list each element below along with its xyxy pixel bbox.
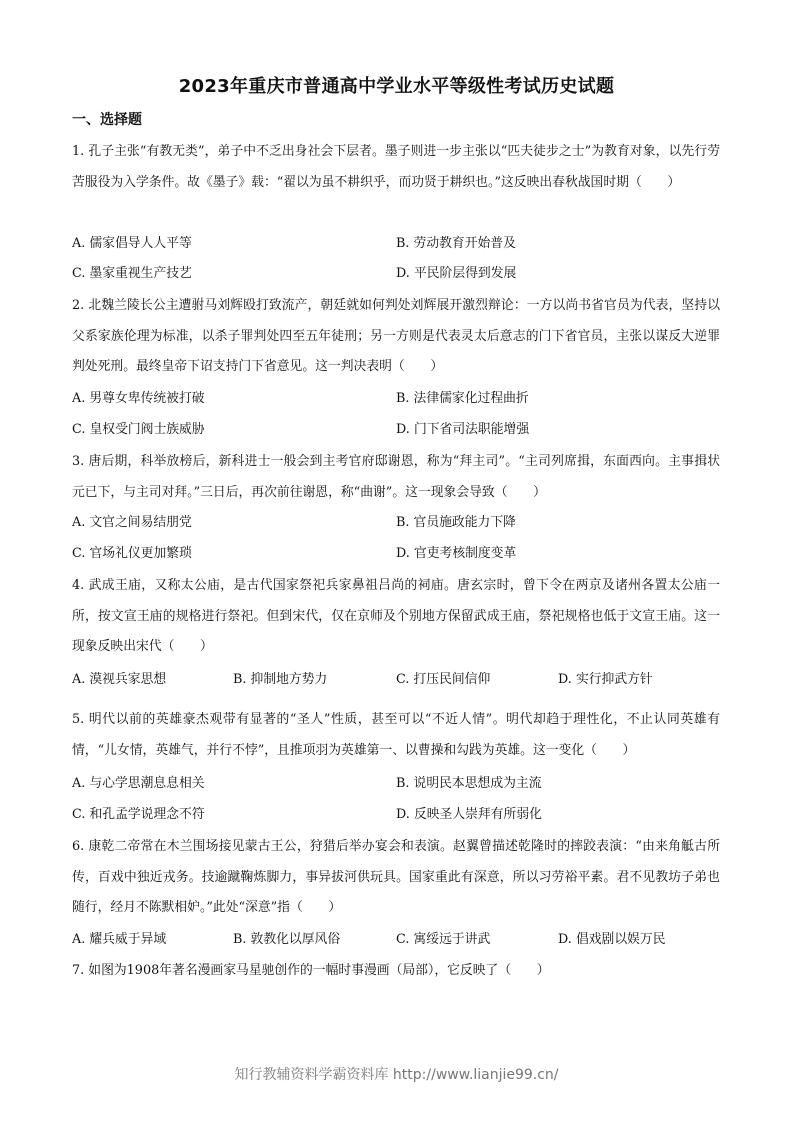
question-2-option-d[interactable]: D. 门下省司法职能增强: [396, 422, 530, 437]
question-4-option-c[interactable]: C. 打压民间信仰: [396, 672, 491, 687]
question-4-option-a[interactable]: A. 漠视兵家思想: [72, 672, 167, 687]
question-6-option-d[interactable]: D. 倡戏剧以娱万民: [558, 932, 666, 947]
question-1-option-c[interactable]: C. 墨家重视生产技艺: [72, 266, 192, 281]
question-3-option-b[interactable]: B. 官员施政能力下降: [396, 515, 516, 530]
question-4-option-b[interactable]: B. 抑制地方势力: [233, 672, 328, 687]
question-4-stem: 4. 武成王庙，又称太公庙，是古代国家祭祀兵家鼻祖吕尚的祠庙。唐玄宗时，曾下令在两京及诸州各置太公庙一所，按文宣王庙的规格进行祭祀。但到宋代，仅在京师及个别地方保留武成王庙，祭祀规格也低于文宣王庙。这一现象反映出宋代（ ）: [72, 578, 720, 654]
question-1-option-a[interactable]: A. 儒家倡导人人平等: [72, 236, 192, 251]
question-3-option-a[interactable]: A. 文官之间易结朋党: [72, 515, 192, 530]
question-1-stem: 1. 孔子主张“有教无类”，弟子中不乏出身社会下层者。墨子则进一步主张以“匹夫徒步之士”为教育对象，以先行劳苦服役为入学条件。故《墨子》载：“翟以为虽不耕织乎，而功贤于耕织也。”这反映出春秋战国时期（ ）: [72, 144, 720, 190]
question-1-option-d[interactable]: D. 平民阶层得到发展: [396, 266, 517, 281]
question-3-option-d[interactable]: D. 官吏考核制度变革: [396, 546, 517, 561]
question-1-option-b[interactable]: B. 劳动教育开始普及: [396, 236, 516, 251]
question-2-option-a[interactable]: A. 男尊女卑传统被打破: [72, 391, 205, 406]
question-5-option-a[interactable]: A. 与心学思潮息息相关: [72, 776, 205, 791]
question-5-option-d[interactable]: D. 反映圣人崇拜有所弱化: [396, 807, 542, 822]
question-5-option-c[interactable]: C. 和孔孟学说理念不符: [72, 807, 205, 822]
question-6-option-b[interactable]: B. 敦教化以厚风俗: [233, 932, 341, 947]
page-title: 2023年重庆市普通高中学业水平等级性考试历史试题: [178, 76, 615, 97]
question-3-stem: 3. 唐后期，科举放榜后，新科进士一般会到主考官府邸谢恩，称为“拜主司”。“主司列席揖，东面西向。主事揖状元已下，与主司对拜。”三日后，再次前往谢恩，称“曲谢”。这一现象会导致（ ）: [72, 454, 720, 500]
question-5-option-b[interactable]: B. 说明民本思想成为主流: [396, 776, 542, 791]
section-heading: 一、选择题: [72, 112, 142, 128]
question-6-stem: 6. 康乾二帝常在木兰围场接见蒙古王公，狩猎后举办宴会和表演。赵翼曾描述乾隆时的摔跤表演：“由来角觝古所传，百戏中独近戎务。技逾蹴鞠炼脚力，事异拔河供玩具。国家重此有深意，所以习劳裕平素。君不见教坊子弟也随行，经月不陈默相妒。”此处“深意”指（ ）: [72, 839, 720, 915]
question-4-option-d[interactable]: D. 实行抑武方针: [558, 672, 653, 687]
question-2-stem: 2. 北魏兰陵长公主遭驸马刘辉殴打致流产，朝廷就如何判处刘辉展开激烈辩论：一方以尚书省官员为代表，坚持以父系家族伦理为标准，以杀子罪判处四至五年徒刑；另一方则是代表灵太后意志的门下省官员，主张以谋反大逆罪判处死刑。最终皇帝下诏支持门下省意见。这一判决表明（ ）: [72, 298, 720, 374]
question-6-option-c[interactable]: C. 寓绥远于讲武: [396, 932, 491, 947]
question-5-stem: 5. 明代以前的英雄豪杰观带有显著的“圣人”性质，甚至可以“不近人情”。明代却趋于理性化，不止认同英雄有情，“儿女情，英雄气，并行不悖”，且推项羽为英雄第一、以曹操和勾践为英雄。这一变化（ ）: [72, 712, 720, 758]
question-6-option-a[interactable]: A. 耀兵威于异域: [72, 932, 167, 947]
question-7-stem: 7. 如图为1908年著名漫画家马星驰创作的一幅时事漫画（局部），它反映了（ ）: [72, 963, 550, 978]
footer-watermark: 知行教辅资料学霸资料库 http://www.lianjie99.cn/: [234, 1067, 559, 1083]
question-3-option-c[interactable]: C. 官场礼仪更加繁琐: [72, 546, 192, 561]
question-2-option-b[interactable]: B. 法律儒家化过程曲折: [396, 391, 529, 406]
question-2-option-c[interactable]: C. 皇权受门阀士族威胁: [72, 422, 205, 437]
